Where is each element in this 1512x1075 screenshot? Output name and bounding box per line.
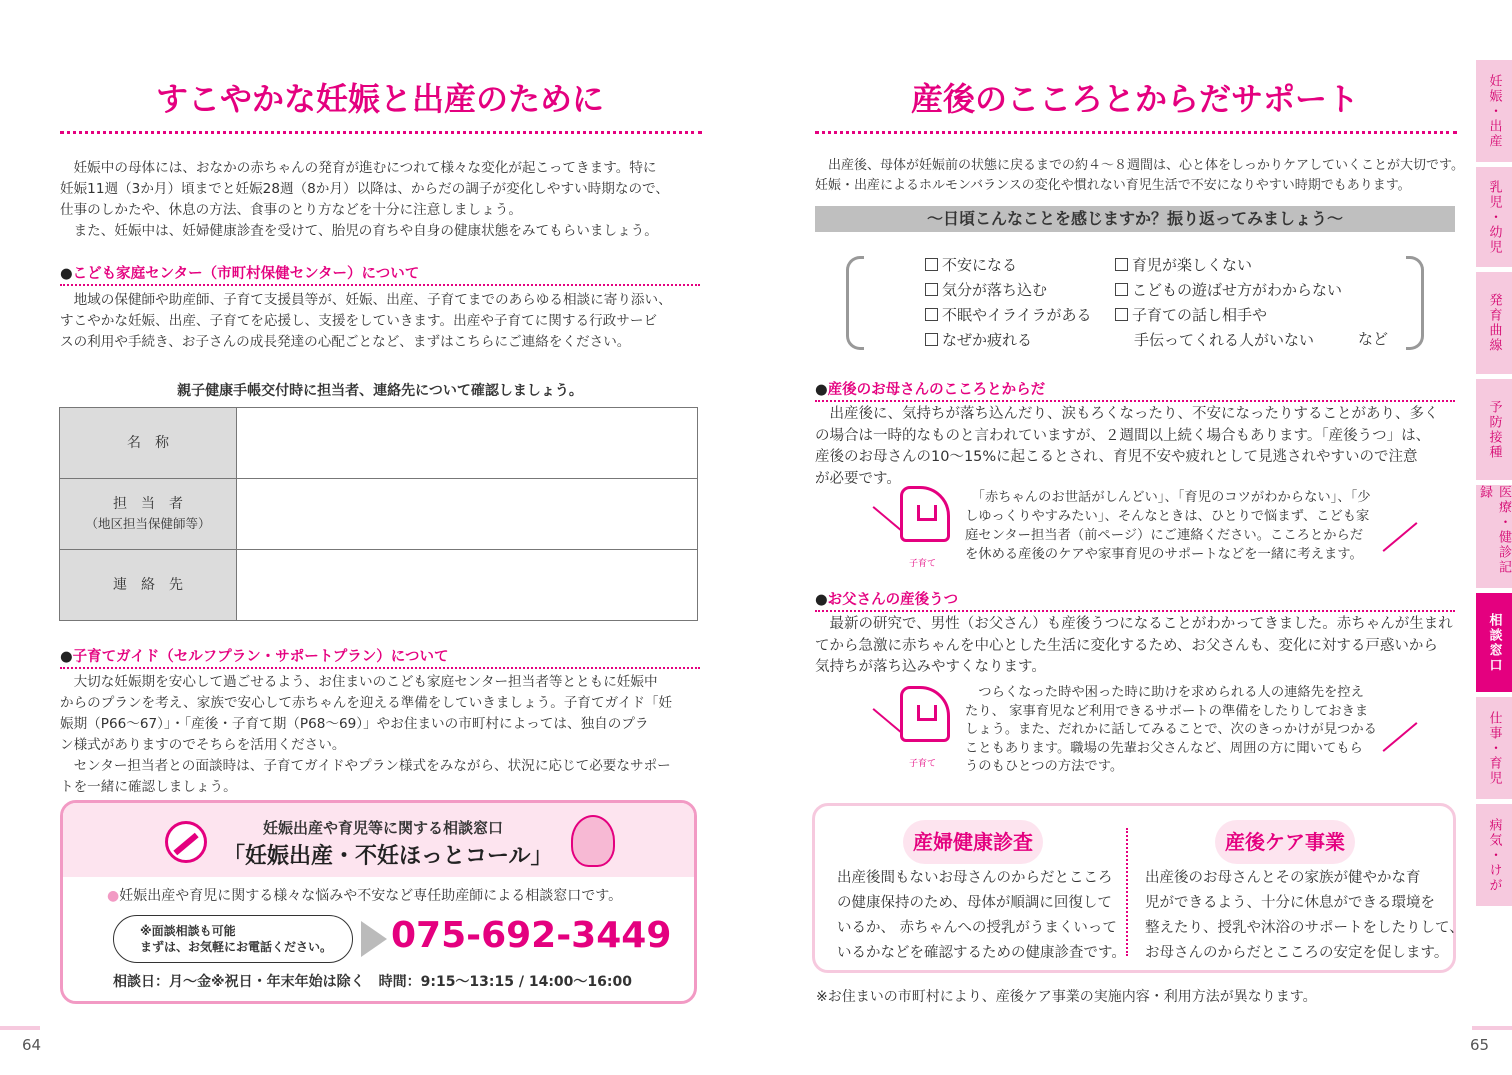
service-body-postnatal-care [1145, 866, 1464, 966]
section-heading-family-center: ●こども家庭センター（市町村保健センター）について [60, 266, 420, 282]
tab-illness[interactable]: 病気・けが [1476, 804, 1512, 906]
left-intro [60, 158, 669, 242]
heading-underline [60, 284, 700, 286]
intro-line: 仕事のしかたや、休息の方法、食事のとり方などを十分に注意しましょう。 [60, 202, 522, 218]
tip-line: 「赤ちゃんのお世話がしんどい」、「育児のコツがわからない」、「少 [965, 490, 1371, 505]
body-line: からのプランを考え、家族で安心して赤ちゃんを迎える準備をしていきましょう。子育てガイド「妊 [60, 695, 673, 711]
arrow-icon [361, 921, 387, 957]
body-line: 娠期（P66～67）」・「産後・子育て期（P68～69）」やお住まいの市町村によっては、独自のプラ [60, 716, 649, 732]
tip-line: 庭センター担当者（前ページ）にご連絡ください。こころとからだ [965, 528, 1364, 543]
body-line: 気持ちが落ち込みやすくなります。 [815, 659, 1046, 675]
service-line: お母さんのからだとこころの安定を促します。 [1145, 945, 1449, 961]
service-line: 出産後のお母さんとその家族が健やかな育 [1145, 870, 1421, 886]
childcare-arm-icon [900, 486, 950, 542]
body-line: 大切な妊娠期を安心して過ごせるよう、お住まいのこども家庭センター担当者等とともに妊娠中 [60, 674, 658, 690]
service-line: いるか、 赤ちゃんへの授乳がうまくいって [837, 920, 1117, 936]
body-line: 産後のお母さんの10～15%に起こるとされ、育児不安や疲れとして見逃されやすいので注意 [815, 449, 1418, 465]
checklist-item[interactable]: 気分が落ち込む [925, 278, 1092, 303]
service-line: 整えたり、授乳や沐浴のサポートをしたりして、 [1145, 920, 1464, 936]
checkbox[interactable] [1115, 308, 1128, 321]
checklist-right [1115, 253, 1342, 353]
tab-vaccination[interactable]: 予防接種 [1476, 379, 1512, 480]
table-label: 担 当 者 （地区担当保健師等） [60, 479, 237, 550]
childcare-arm-icon [900, 686, 950, 742]
checklist-item[interactable]: 子育ての話し相手や [1115, 303, 1342, 328]
slash-deco [1383, 722, 1418, 752]
family-center-body [60, 290, 672, 353]
body-line: 最新の研究で、男性（お父さん）も産後うつになることがわかってきました。赤ちゃんが生まれ [815, 616, 1453, 632]
body-line: 地域の保健師や助産師、子育て支援員等が、妊娠、出産、子育てまでのあらゆる相談に寄り添い、 [60, 292, 672, 308]
staff-field[interactable] [237, 479, 698, 550]
footnote: ※お住まいの市町村により、産後ケア事業の実施内容・利用方法が異なります。 [816, 989, 1317, 1005]
table-row [60, 479, 698, 550]
body-line: てから急激に赤ちゃんを中心とした生活に変化するため、お父さんも、変化に対する戸惑いから [815, 637, 1438, 654]
title-divider [815, 131, 1457, 134]
hotline-hours: 相談日：月～金※祝日・年末年始は除く 時間：9:15～13:15 / 14:00～16:00 [113, 974, 632, 990]
table-label: 名 称 [60, 408, 237, 479]
tab-consultation[interactable]: 相談窓口 [1476, 593, 1512, 692]
tip-line: こともあります。職場の先輩お父さんなど、周囲の方に聞いてもら [965, 740, 1363, 756]
childcare-guide-body [60, 672, 672, 798]
checklist-item[interactable]: 不眠やイライラがある [925, 303, 1092, 328]
hotline-box [60, 800, 697, 1004]
name-field[interactable] [237, 408, 698, 479]
service-title-checkup: 産婦健康診査 [903, 820, 1043, 864]
intro-line: また、妊娠中は、妊婦健康診査を受けて、胎児の育ちや自身の健康状態をみてもらいましょう。 [60, 223, 658, 239]
checklist-item[interactable]: 不安になる [925, 253, 1092, 278]
page-band-left [0, 1026, 40, 1030]
checklist-etc: など [1358, 330, 1389, 348]
checklist-item[interactable]: こどもの遊ばせ方がわからない [1115, 278, 1342, 303]
service-title-postnatal-care: 産後ケア事業 [1215, 820, 1355, 864]
section-heading-father: ●お父さんの産後うつ [815, 592, 959, 608]
service-divider [1126, 828, 1128, 956]
service-body-checkup [837, 866, 1126, 966]
mother-body [815, 404, 1439, 490]
check-banner: ～日頃こんなことを感じますか？振り返ってみましょう～ [815, 206, 1455, 232]
tip-line: うのもひとつの方法です。 [965, 759, 1124, 774]
tip-line: を休める産後のケアや家事育児のサポートなどを一緒に考えます。 [965, 547, 1363, 562]
visit-note-badge: ※面談相談も可能 まずは、お気軽にお電話ください。 [113, 915, 353, 963]
checklist-item[interactable]: なぜか疲れる [925, 328, 1092, 353]
body-line: が必要です。 [815, 470, 901, 487]
hotline-phone[interactable]: 075-692-3449 [391, 915, 672, 956]
tab-medical-records[interactable]: 医療・健診記録 [1476, 485, 1512, 588]
tip-line: しゆっくりやすみたい」、そんなときは、ひとりで悩まず、こども家 [965, 509, 1370, 524]
service-line: 出産後間もないお母さんのからだとこころ [837, 870, 1113, 886]
page-band-right [1472, 1026, 1512, 1030]
heading-underline [815, 400, 1455, 402]
tip-father [965, 684, 1377, 777]
contact-field[interactable] [237, 550, 698, 621]
checkbox[interactable] [925, 308, 938, 321]
right-intro [815, 156, 1464, 196]
tab-work-childcare[interactable]: 仕事・育児 [1476, 697, 1512, 799]
checklist-item-cont: 手伝ってくれる人がいない [1134, 331, 1315, 349]
tab-growth-curve[interactable]: 発育曲線 [1476, 272, 1512, 374]
body-line: スの利用や手続き、お子さんの成長発達の心配ごとなど、まずはこちらにご連絡をください。 [60, 334, 631, 350]
table-row [60, 408, 698, 479]
intro-line: 妊娠・出産によるホルモンバランスの変化や慣れない育児生活で不安になりやすい時期でもあります。 [815, 178, 1411, 193]
tip-mother [965, 488, 1371, 564]
body-line: 出産後に、気持ちが落ち込んだり、涙もろくなったり、不安になったりすることがあり、多く [815, 406, 1439, 422]
checkbox[interactable] [1115, 283, 1128, 296]
nurse-illustration [571, 815, 615, 867]
intro-line: 妊娠11週（3か月）頃までと妊娠28週（8か月）以降は、からだの調子が変化しやすい時期なので、 [60, 181, 669, 197]
father-body [815, 614, 1453, 679]
checkbox[interactable] [925, 333, 938, 346]
checkbox[interactable] [925, 258, 938, 271]
heading-underline [815, 610, 1455, 612]
body-line: センター担当者との面談時は、子育てガイドやプラン様式をみながら、状況に応じて必要なサポー [60, 758, 671, 774]
title-divider [60, 131, 702, 134]
intro-line: 妊娠中の母体には、おなかの赤ちゃんの発育が進むにつれて様々な変化が起こってきます。特に [60, 160, 657, 176]
hotline-subtitle: 妊娠出産や育児等に関する相談窓口 [262, 819, 503, 837]
service-line: の健康保持のため、母体が順調に回復して [837, 895, 1112, 911]
checkbox[interactable] [1115, 258, 1128, 271]
section-heading-mother: ●産後のお母さんのこころとからだ [815, 382, 1046, 398]
bracket-right [1406, 256, 1424, 350]
page-number-left: 64 [22, 1036, 42, 1054]
table-caption: 親子健康手帳交付時に担当者、連絡先について確認しましょう。 [177, 383, 583, 399]
hotline-name: 「妊娠出産・不妊ほっとコール」 [223, 844, 553, 869]
heading-underline [60, 667, 700, 669]
table-row [60, 550, 698, 621]
right-page-title: 産後のこころとからだサポート [910, 80, 1359, 118]
icon-label: 子育て [909, 759, 937, 769]
left-page-title: すこやかな妊娠と出産のために [155, 80, 604, 118]
icon-label: 子育て [909, 559, 937, 569]
services-box [812, 803, 1464, 973]
body-line: トを一緒に確認しましょう。 [60, 779, 237, 795]
service-line: いるかなどを確認するための健康診査です。 [837, 945, 1126, 961]
bracket-left [846, 256, 864, 350]
hotline-desc: ●妊娠出産や育児に関する様々な悩みや不安など専任助産師による相談窓口です。 [107, 888, 623, 904]
slash-deco [1383, 522, 1418, 552]
checklist-left [925, 253, 1092, 353]
page-number-right: 65 [1470, 1036, 1490, 1054]
table-label: 連 絡 先 [60, 550, 237, 621]
body-line: すこやかな妊娠、出産、子育てを応援し、支援をしていきます。出産や子育てに関する行政サービ [60, 313, 658, 329]
intro-line: 出産後、母体が妊娠前の状態に戻るまでの約４～８週間は、心と体をしっかりケアしていくことが大切です。 [815, 158, 1464, 173]
tip-line: たり、 家事育児など利用できるサポートの準備をしたりしておきま [965, 703, 1369, 719]
tab-infant[interactable]: 乳児・幼児 [1476, 167, 1512, 267]
phone-slash-icon [165, 821, 207, 863]
service-line: 児ができるよう、十分に休息ができる環境を [1145, 895, 1435, 911]
body-line: の場合は一時的なものと言われていますが、２週間以上続く場合もあります。「産後うつ」は、 [815, 427, 1431, 444]
checklist-item[interactable]: 育児が楽しくない [1115, 253, 1342, 278]
tip-line: しょう。また、だれかに話してみることで、次のきっかけが見つかる [965, 722, 1377, 737]
tab-pregnancy[interactable]: 妊娠・出産 [1476, 60, 1512, 162]
body-line: ン様式がありますのでそちらを活用ください。 [60, 737, 346, 753]
tip-line: つらくなった時や困った時に助けを求められる人の連絡先を控え [965, 685, 1364, 700]
checkbox[interactable] [925, 283, 938, 296]
section-heading-childcare-guide: ●子育てガイド（セルフプラン・サポートプラン）について [60, 649, 449, 665]
contact-table [59, 407, 698, 621]
